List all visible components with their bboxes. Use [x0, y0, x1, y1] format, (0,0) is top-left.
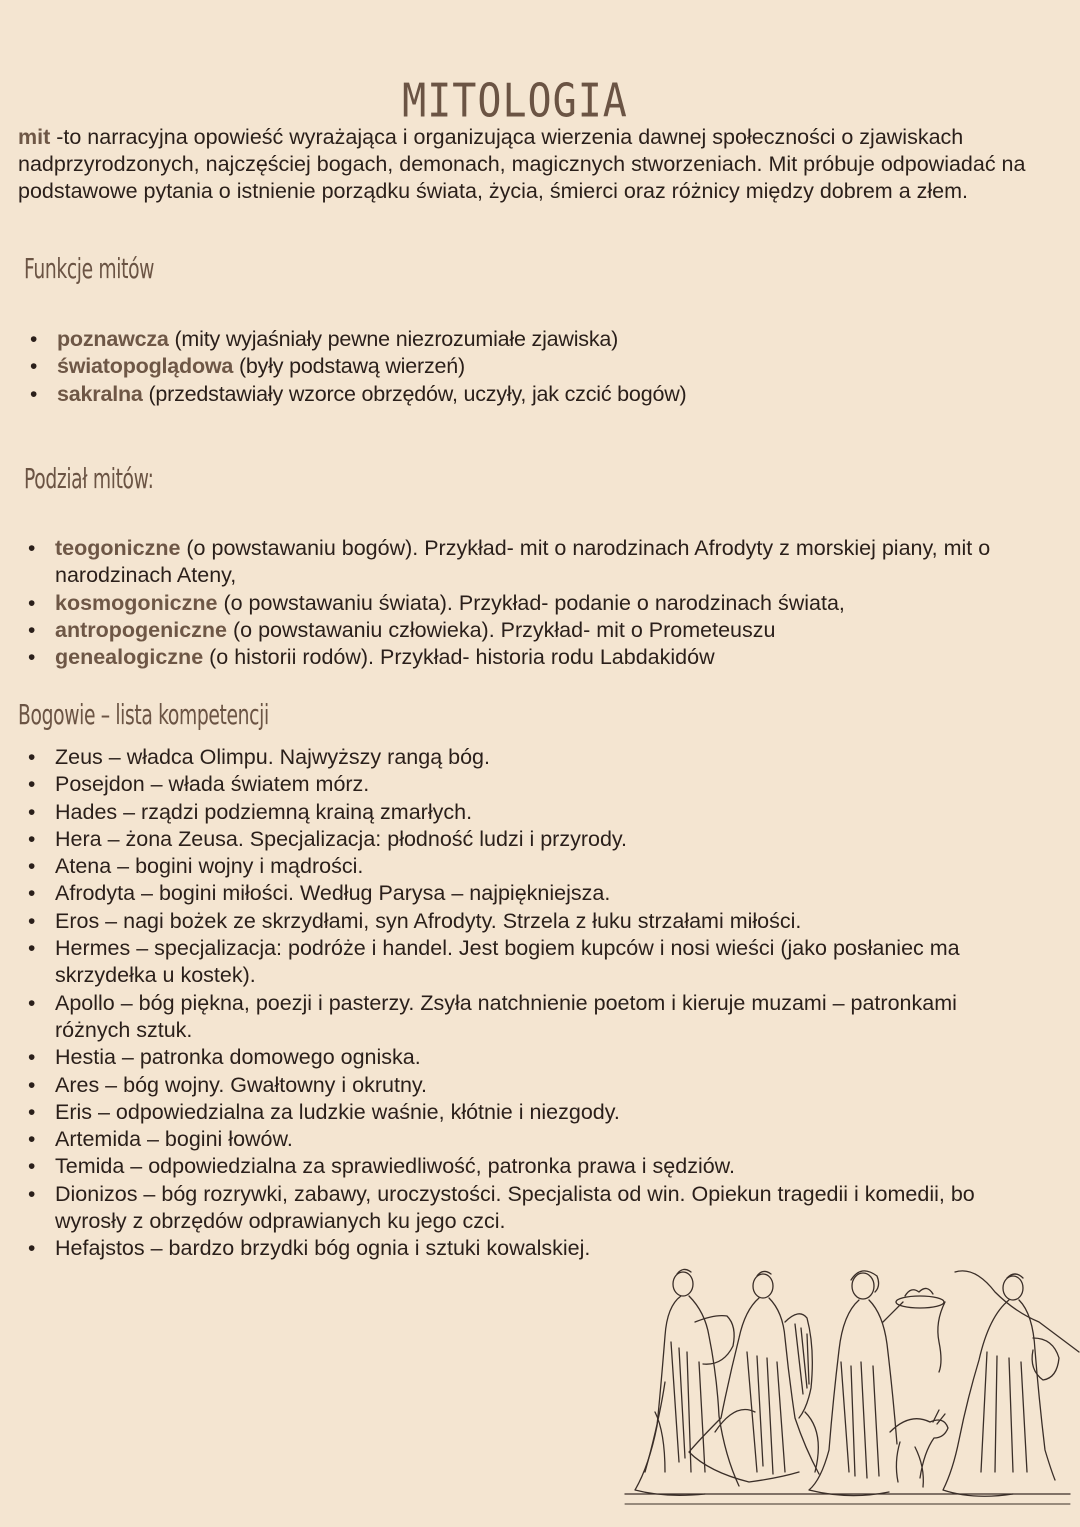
- page-title: MITOLOGIA: [402, 74, 628, 128]
- section-heading-bogowie: Bogowie – lista kompetencji: [18, 700, 269, 732]
- list-item: • Hermes – specjalizacja: podróże i handel. Jest bogiem kupców i nosi wieści (jako posłaniec ma skrzydełka u kostek).: [18, 935, 1038, 990]
- section-heading-podzial: Podział mitów:: [24, 464, 154, 496]
- list-item: [20, 353, 1060, 380]
- list-item: • Hades – rządzi podziemną krainą zmarłych.: [18, 799, 1038, 826]
- list-item: • Artemida – bogini łowów.: [18, 1126, 1038, 1153]
- list-item: • Eris – odpowiedzialna za ludzkie waśnie, kłótnie i niezgody.: [18, 1099, 1038, 1126]
- list-item: • Eros – nagi bożek ze skrzydłami, syn Afrodyty. Strzela z łuku strzałami miłości.: [18, 908, 1038, 935]
- item-term: genealogiczne: [55, 645, 204, 670]
- item-text: (o powstawaniu świata). Przykład- podanie o narodzinach świata,: [217, 590, 845, 615]
- figure-3: [809, 1271, 948, 1496]
- list-item: [18, 644, 1063, 671]
- list-item: • Hestia – patronka domowego ogniska.: [18, 1044, 1038, 1071]
- intro-paragraph: [18, 124, 1068, 205]
- list-item: • Hefajstos – bardzo brzydki bóg ognia i sztuki kowalskiej.: [18, 1235, 1038, 1262]
- list-item: [20, 326, 1060, 353]
- item-text: (o historii rodów). Przykład- historia rodu Labdakidów: [203, 645, 715, 670]
- figure-2: [689, 1271, 819, 1482]
- list-item: • Zeus – władca Olimpu. Najwyższy rangą bóg.: [18, 744, 1038, 771]
- list-item: • Atena – bogini wojny i mądrości.: [18, 853, 1038, 880]
- list-item: • Apollo – bóg piękna, poezji i pasterzy. Zsyła natchnienie poetom i kieruje muzami – patronkami różnych sztuk.: [18, 990, 1038, 1045]
- item-term: teogoniczne: [55, 536, 181, 560]
- list-item: • Temida – odpowiedzialna za sprawiedliwość, patronka prawa i sędziów.: [18, 1153, 1038, 1180]
- list-item: • Hera – żona Zeusa. Specjalizacja: płodność ludzi i przyrody.: [18, 826, 1038, 853]
- section-heading-funkcje: Funkcje mitów: [24, 254, 155, 286]
- list-item: [18, 617, 1063, 644]
- intro-term: mit: [18, 125, 51, 149]
- item-text: (o powstawaniu człowieka). Przykład- mit o Prometeuszu: [227, 617, 776, 642]
- intro-text: -to narracyjna opowieść wyrażająca i organizująca wierzenia dawnej społeczności o zjawiskach nadprzyrodzonych, najczęściej bogach, demonach, magicznych stworzeniach. Mit próbuje odpowiadać na podstawowe pytania o istnienie porządku świata, życia, śmierci oraz różnicy między dobrem a złem.: [18, 125, 1026, 203]
- list-item: • Posejdon – włada światem mórz.: [18, 771, 1038, 798]
- figure-1: [635, 1269, 739, 1495]
- list-item: [18, 535, 1063, 590]
- item-text: (mity wyjaśniały pewne niezrozumiałe zjawiska): [168, 327, 619, 351]
- funkcje-list: [20, 326, 1060, 408]
- list-item: • Afrodyta – bogini miłości. Według Parysa – najpiękniejsza.: [18, 880, 1038, 907]
- item-text: (były podstawą wierzeń): [233, 354, 465, 379]
- figure-4: [938, 1271, 1079, 1496]
- item-term: światopoglądowa: [57, 354, 234, 379]
- item-term: antropogeniczne: [55, 617, 228, 642]
- list-item: [20, 381, 1060, 408]
- list-item: • Ares – bóg wojny. Gwałtowny i okrutny.: [18, 1072, 1038, 1099]
- item-text: (przedstawiały wzorce obrzędów, uczyły, jak czcić bogów): [142, 381, 687, 406]
- item-text: (o powstawaniu bogów). Przykład- mit o narodzinach Afrodyty z morskiej piany, mit o narodzinach Ateny,: [55, 536, 991, 588]
- greek-procession-illustration: [615, 1262, 1080, 1512]
- list-item: [18, 590, 1063, 617]
- list-item: • Dionizos – bóg rozrywki, zabawy, uroczystości. Specjalista od win. Opiekun tragedii i komedii, bo wyrosły z obrzędów odprawianych ku jego czci.: [18, 1181, 1038, 1236]
- item-term: sakralna: [57, 381, 143, 406]
- item-term: kosmogoniczne: [55, 590, 218, 615]
- podzial-list: [18, 535, 1063, 671]
- item-term: poznawcza: [57, 327, 169, 351]
- bogowie-list: [18, 744, 1038, 1263]
